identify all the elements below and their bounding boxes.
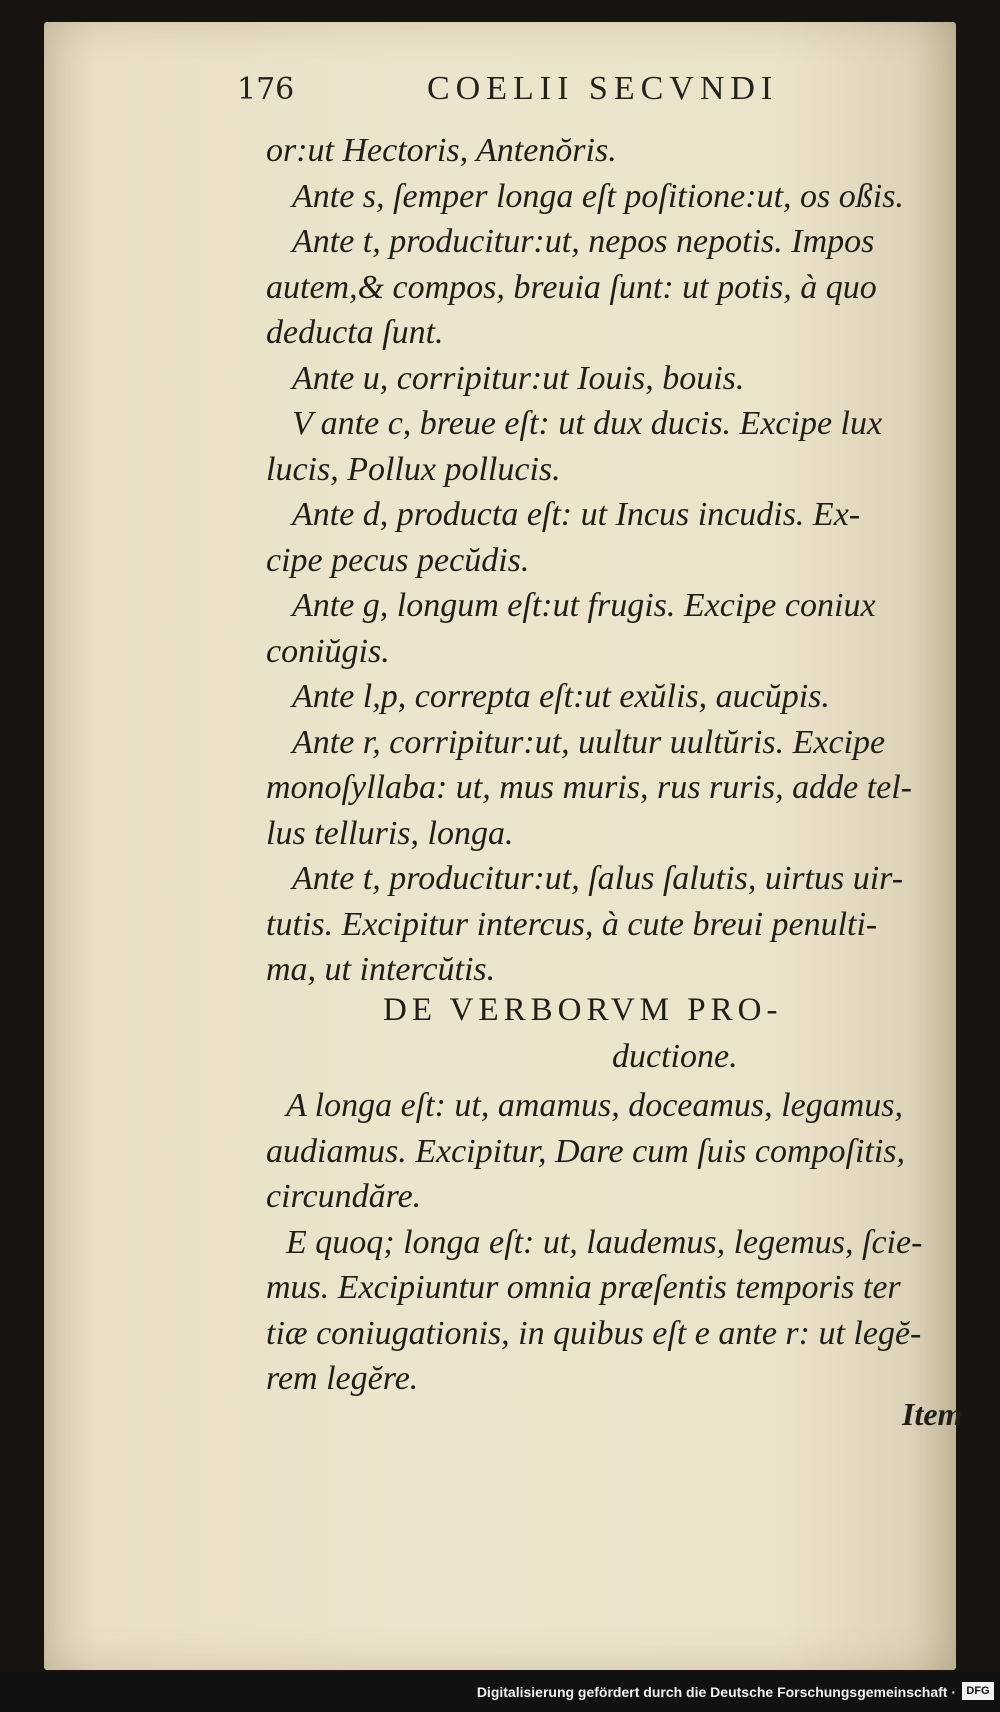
section-heading: DE VERBORVM PRO- (383, 992, 783, 1028)
digitization-footer (0, 1672, 1000, 1712)
text-line: or:ut Hectoris, Antenŏris. (266, 132, 617, 169)
text-line: deducta ſunt. (266, 314, 444, 351)
text-line: ma, ut intercŭtis. (266, 951, 496, 988)
text-line: coniŭgis. (266, 632, 390, 670)
text-line: rem legĕre. (266, 1360, 419, 1397)
text-line: lucis, Pollux pollucis. (266, 450, 561, 488)
section-heading-continuation: ductione. (612, 1038, 738, 1075)
text-line: E quoq; longa eſt: ut, laudemus, legemus, ſcie- (286, 1223, 923, 1261)
text-line: V ante c, breue eſt: ut dux ducis. Excipe lux (292, 405, 883, 442)
body-text-2 (266, 1083, 974, 1402)
text-line: tiæ coniugationis, in quibus eſt e ante r: ut legĕ- (266, 1314, 922, 1352)
text-line: Ante r, corripitur:ut, uultur uultŭris. Excipe (292, 723, 886, 761)
text-line: A longa eſt: ut, amamus, doceamus, legamus, (286, 1087, 903, 1124)
text-line: Ante s, ſemper longa eſt poſitione:ut, os oßis. (292, 177, 904, 215)
text-line: Ante t, producitur:ut, ſalus ſalutis, uirtus uir- (292, 860, 904, 897)
text-line: Ante l,p, correpta eſt:ut exŭlis, aucŭpis. (292, 678, 830, 715)
text-line: Ante u, corripitur:ut Iouis, bouis. (292, 359, 745, 397)
text-line: lus telluris, longa. (266, 814, 514, 852)
text-line: monoſyllaba: ut, mus muris, rus ruris, adde tel- (266, 769, 912, 806)
text-line: mus. Excipiuntur omnia præſentis temporis ter (266, 1269, 901, 1306)
text-line: autem,& compos, breuia ſunt: ut potis, à quo (266, 268, 877, 306)
text-line: Ante t, producitur:ut, nepos nepotis. Impos (292, 223, 875, 260)
text-line: Ante d, producta eſt: ut Incus incudis. Ex- (292, 496, 861, 533)
text-line: circundăre. (266, 1178, 422, 1215)
text-line: audiamus. Excipitur, Dare cum ſuis compoſitis, (266, 1132, 906, 1170)
dfg-logo-icon: DFG (962, 1682, 994, 1700)
body-text-1 (266, 128, 974, 993)
text-line: Ante g, longum eſt:ut frugis. Excipe coniux (292, 587, 876, 624)
text-line: cipe pecus pecŭdis. (266, 541, 530, 579)
page-header (237, 58, 894, 118)
page-number: 176 (237, 72, 295, 107)
catchword: Item (902, 1396, 963, 1432)
text-line: tutis. Excipitur intercus, à cute breui penulti- (266, 905, 878, 943)
running-title: COELII SECVNDI (427, 70, 779, 107)
footer-credit: Digitalisierung gefördert durch die Deutsche Forschungsgemeinschaft · (476, 1684, 956, 1700)
